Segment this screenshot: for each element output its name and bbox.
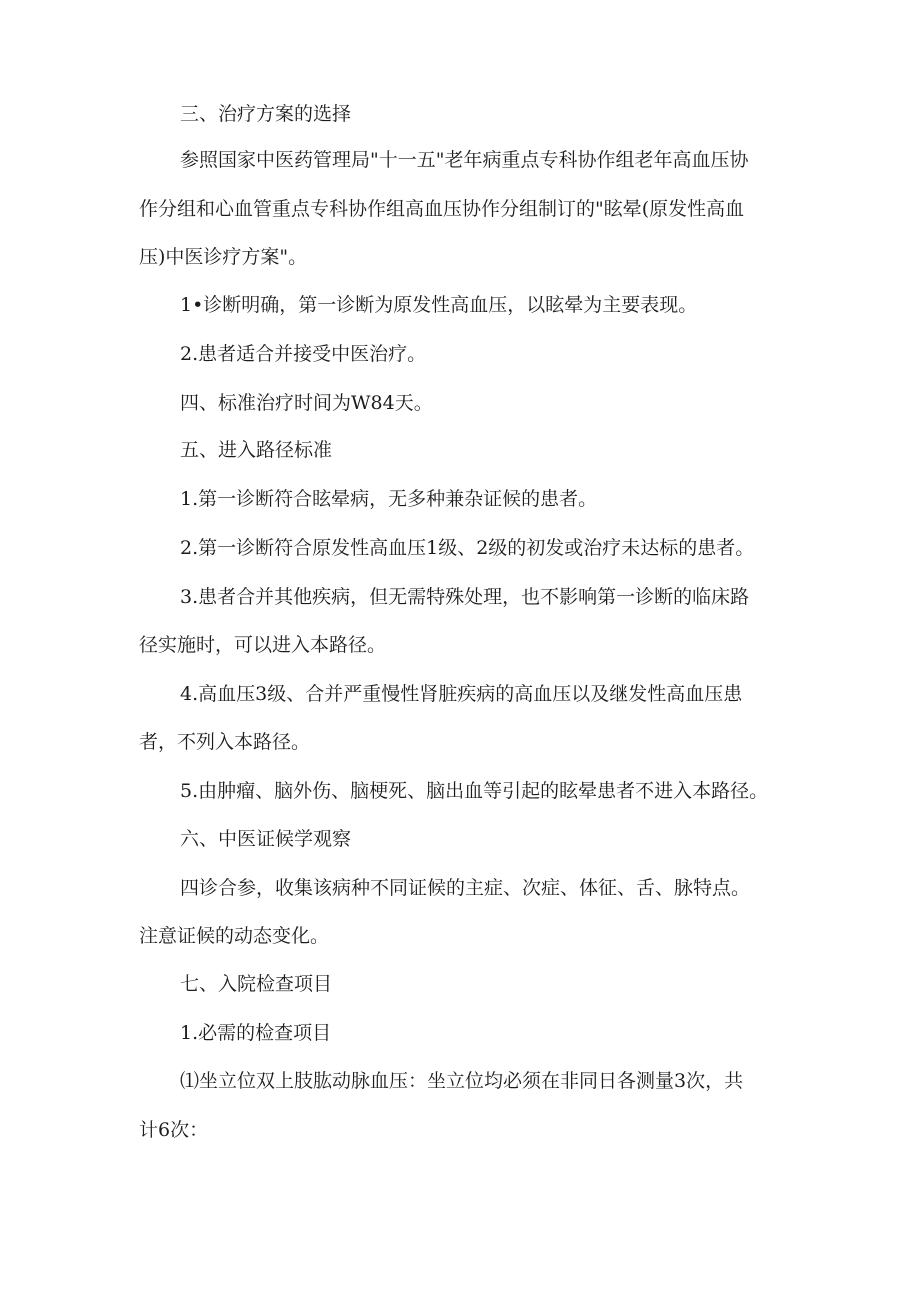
paragraph-line: 压)中医诊疗方案"。 [139, 246, 308, 268]
list-item: 4.高血压3级、合并严重慢性肾脏疾病的高血压以及继发性高血压患 [180, 683, 743, 705]
section-heading: 四、标准治疗时间为W84天。 [180, 392, 433, 414]
list-item: 1•诊断明确，第一诊断为原发性高血压，以眩晕为主要表现。 [180, 294, 698, 316]
paragraph-line: 计6次： [139, 1119, 209, 1141]
section-heading: 七、入院检查项目 [180, 973, 333, 995]
list-item: ⑴坐立位双上肢肱动脉血压：坐立位均必须在非同日各测量3次，共 [180, 1070, 744, 1092]
list-item: 2.患者适合并接受中医治疗。 [180, 343, 427, 365]
paragraph-line: 者，不列入本路径。 [139, 731, 311, 753]
section-heading: 五、进入路径标准 [180, 439, 333, 461]
list-item: 2.第一诊断符合原发性高血压1级、2级的初发或治疗未达标的患者。 [180, 537, 755, 559]
paragraph-line: 径实施时，可以进入本路径。 [139, 634, 387, 656]
list-item: 5.由肿瘤、脑外伤、脑梗死、脑出血等引起的眩晕患者不进入本路径。 [180, 780, 769, 802]
paragraph-line: 参照国家中医药管理局"十一五"老年病重点专科协作组老年高血压协 [180, 149, 749, 171]
section-heading: 三、治疗方案的选择 [180, 103, 352, 125]
subsection-heading: 1.必需的检查项目 [180, 1022, 332, 1044]
section-heading: 六、中医证候学观察 [180, 828, 352, 850]
paragraph-line: 注意证候的动态变化。 [139, 925, 330, 947]
list-item: 1.第一诊断符合眩晕病，无多种兼杂证候的患者。 [180, 488, 598, 510]
list-item: 3.患者合并其他疾病，但无需特殊处理，也不影响第一诊断的临床路 [180, 586, 750, 608]
paragraph-line: 作分组和心血管重点专科协作组高血压协作分组制订的"眩晕(原发性高血 [139, 198, 745, 220]
paragraph-line: 四诊合参，收集该病种不同证候的主症、次症、体征、舌、脉特点。 [180, 877, 751, 899]
